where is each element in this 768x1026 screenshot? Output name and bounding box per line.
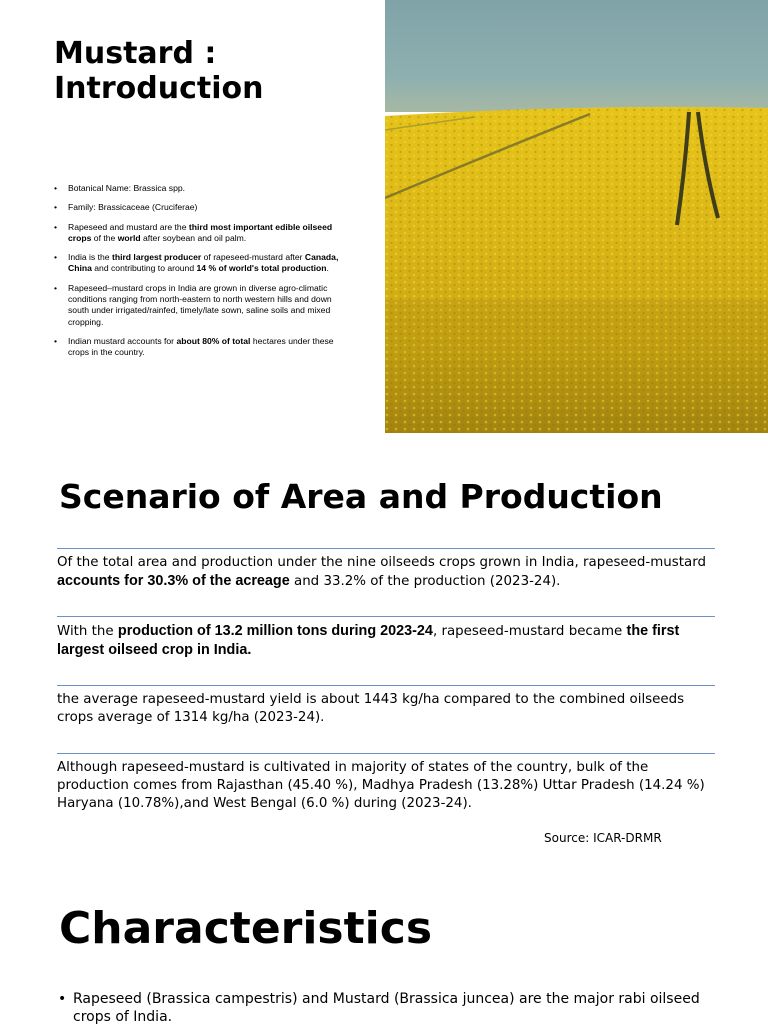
bold-text: production of 13.2 million tons during 2023-24 — [117, 623, 433, 639]
mustard-field-photo — [385, 0, 768, 433]
bold-text: third largest producer — [111, 252, 202, 263]
list-item: • Rapeseed (Brassica campestris) and Mustard (Brassica juncea) are the major rabi oilseed crops of India. — [58, 990, 718, 1026]
scenario-block-1 — [57, 548, 715, 591]
text-segment: Although rapeseed-mustard is cultivated in majority of states of the country, bulk of the production comes from Rajasthan (45.40 %), Madhya Pradesh (13.28%) Uttar Pradesh (14.24 %) Haryana (10.78%),and West Bengal (6.0 %) during (2023-24). — [57, 760, 705, 811]
scenario-block-2 — [57, 616, 715, 660]
text-segment: after soybean and oil palm. — [140, 232, 247, 243]
slide-characteristics — [0, 873, 768, 1024]
bold-text: accounts for 30.3% of the acreage — [57, 573, 290, 589]
bold-text: world — [117, 232, 141, 243]
text-segment: Indian mustard accounts for — [68, 335, 177, 346]
intro-bullet-list — [54, 183, 344, 367]
list-item — [54, 222, 344, 245]
text-segment: With the — [57, 624, 118, 639]
text-segment: of the — [91, 232, 118, 243]
list-item — [54, 183, 344, 194]
text-segment: India is the — [68, 252, 112, 263]
scenario-block-3 — [57, 685, 715, 727]
title-line-2: Introduction — [54, 71, 264, 106]
slide-title: Characteristics — [59, 903, 433, 954]
scenario-block-4 — [57, 753, 715, 813]
source-note: Source: ICAR-DRMR — [544, 831, 662, 845]
text-segment: of rapeseed-mustard after — [201, 252, 305, 263]
slide-title — [54, 36, 263, 106]
bold-text: the first largest oilseed crop in India. — [57, 623, 680, 658]
text-segment: and contributing to around — [91, 263, 197, 274]
slide-scenario — [0, 433, 768, 873]
bold-text: about 80% of total — [176, 335, 251, 346]
text-segment: . — [326, 263, 329, 274]
text-segment: Botanical Name: Brassica spp. — [68, 183, 186, 193]
text-segment: and 33.2% of the production (2023-24). — [289, 574, 561, 589]
text-segment: Rapeseed and mustard are the — [68, 221, 189, 232]
characteristics-bullet-list — [58, 990, 718, 1026]
text-segment: , rapeseed-mustard became — [432, 624, 627, 639]
text-segment: Family: Brassicaceae (Cruciferae) — [68, 202, 198, 213]
title-line-1: Mustard : — [54, 36, 217, 71]
text-segment: the average rapeseed-mustard yield is about 1443 kg/ha compared to the combined oilseeds crops average of 1314 kg/ha (2023-24). — [57, 692, 685, 725]
text-segment: Of the total area and production under the nine oilseeds crops grown in India, rapeseed-mustard — [57, 555, 706, 570]
bold-text: Canada, China — [68, 252, 339, 274]
text-segment: hectares under these crops in the country. — [68, 335, 334, 358]
list-item — [54, 336, 344, 359]
list-item — [54, 283, 344, 328]
list-item — [54, 202, 344, 213]
slide-introduction — [0, 0, 768, 433]
text-segment: Rapeseed–mustard crops in India are grown in diverse agro-climatic conditions ranging from north-eastern to north western hills and down south under irrigated/rainfed, timely/late sown, saline soils and mixed cropping. — [68, 282, 332, 327]
slide-title: Scenario of Area and Production — [59, 477, 663, 516]
bold-text: 14 % of world's total production — [196, 263, 327, 274]
bold-text: third most important edible oilseed crops — [68, 221, 333, 243]
list-item — [54, 252, 344, 275]
